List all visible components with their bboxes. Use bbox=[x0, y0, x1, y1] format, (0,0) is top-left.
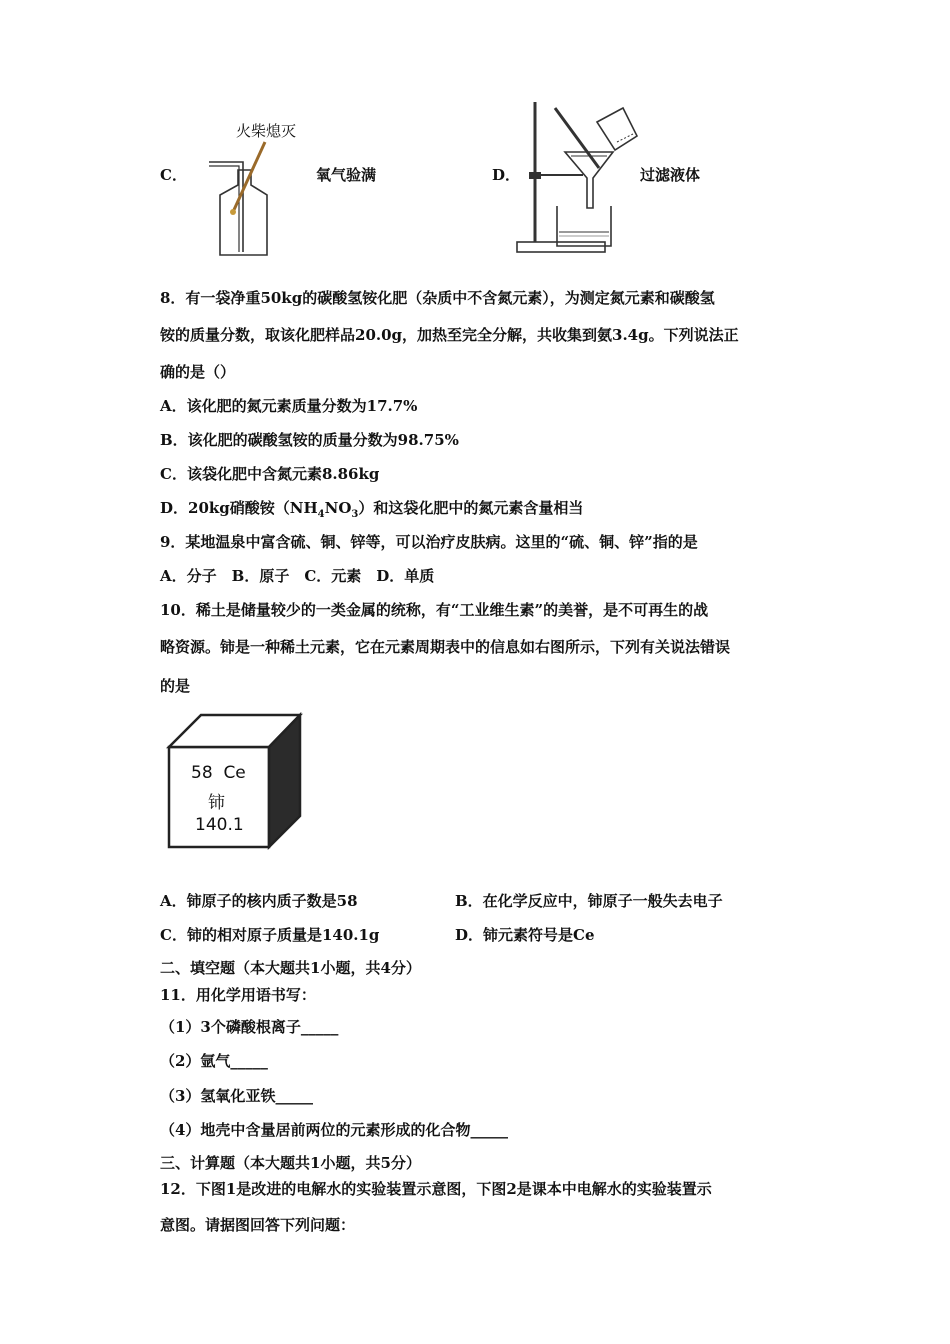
element-number-symbol: 58 Ce bbox=[191, 763, 246, 783]
q10-option-a: A．铈原子的核内质子数是58 bbox=[160, 892, 358, 910]
q11-item1: （1）3个磷酸根离子_____ bbox=[160, 1018, 339, 1036]
oxygen-bottle-diagram bbox=[205, 140, 275, 260]
filtration-apparatus-diagram bbox=[515, 100, 640, 258]
q8-option-b: B．该化肥的碳酸氢铵的质量分数为98.75% bbox=[160, 431, 459, 449]
q11-item4: （4）地壳中含量居前两位的元素形成的化合物_____ bbox=[160, 1121, 508, 1139]
q9-options: A．分子 B．原子 C．元素 D．单质 bbox=[160, 567, 435, 585]
element-name: 铈 bbox=[208, 793, 225, 813]
q11-stem: 11．用化学用语书写： bbox=[160, 986, 316, 1004]
option-c-caption: 氧气验满 bbox=[316, 166, 377, 184]
q10-stem-line1: 10．稀土是储量较少的一类金属的统称，有“工业维生素”的美誉，是不可再生的战 bbox=[160, 601, 709, 619]
q12-stem-line2: 意图。请据图回答下列问题： bbox=[160, 1216, 356, 1234]
q10-option-d: D．铈元素符号是Ce bbox=[455, 926, 595, 944]
q8-option-c: C．该袋化肥中含氮元素8.86kg bbox=[160, 465, 380, 483]
q12-stem-line1: 12．下图1是改进的电解水的实验装置示意图，下图2是课本中电解水的实验装置示 bbox=[160, 1180, 712, 1198]
section2-heading: 二、填空题（本大题共1小题，共4分） bbox=[160, 959, 421, 977]
q10-stem-line3: 的是 bbox=[160, 677, 191, 695]
q11-item2: （2）氩气_____ bbox=[160, 1052, 268, 1070]
q8-stem-line1: 8．有一袋净重50kg的碳酸氢铵化肥（杂质中不含氮元素），为测定氮元素和碳酸氢 bbox=[160, 289, 715, 307]
section3-heading: 三、计算题（本大题共1小题，共5分） bbox=[160, 1154, 421, 1172]
element-mass: 140.1 bbox=[195, 815, 244, 835]
q8-option-d: D．20kg硝酸铵$(NH_4NO_3)$和这袋化肥中的氮元素含量相当 bbox=[160, 499, 584, 520]
q8-stem-line2: 铵的质量分数，取该化肥样品20.0g，加热至完全分解，共收集到氨3.4g。下列说法正 bbox=[160, 326, 739, 344]
q11-item3: （3）氢氧化亚铁_____ bbox=[160, 1087, 313, 1105]
match-extinguished-annotation: 火柴熄灭 bbox=[236, 122, 297, 140]
option-d-caption: 过滤液体 bbox=[640, 166, 701, 184]
option-d-label: D． bbox=[492, 166, 521, 184]
q10-option-c: C．铈的相对原子质量是140.1g bbox=[160, 926, 380, 944]
q9-stem: 9．某地温泉中富含硫、铜、锌等，可以治疗皮肤病。这里的“硫、铜、锌”指的是 bbox=[160, 533, 698, 551]
q8-stem-line3: 确的是（） bbox=[160, 363, 236, 381]
q10-option-b: B．在化学反应中，铈原子一般失去电子 bbox=[455, 892, 723, 910]
q8-option-a: A．该化肥的氮元素质量分数为17.7% bbox=[160, 397, 418, 415]
q10-stem-line2: 略资源。铈是一种稀土元素，它在元素周期表中的信息如右图所示，下列有关说法错误 bbox=[160, 638, 731, 656]
option-c-label: C． bbox=[160, 166, 187, 184]
